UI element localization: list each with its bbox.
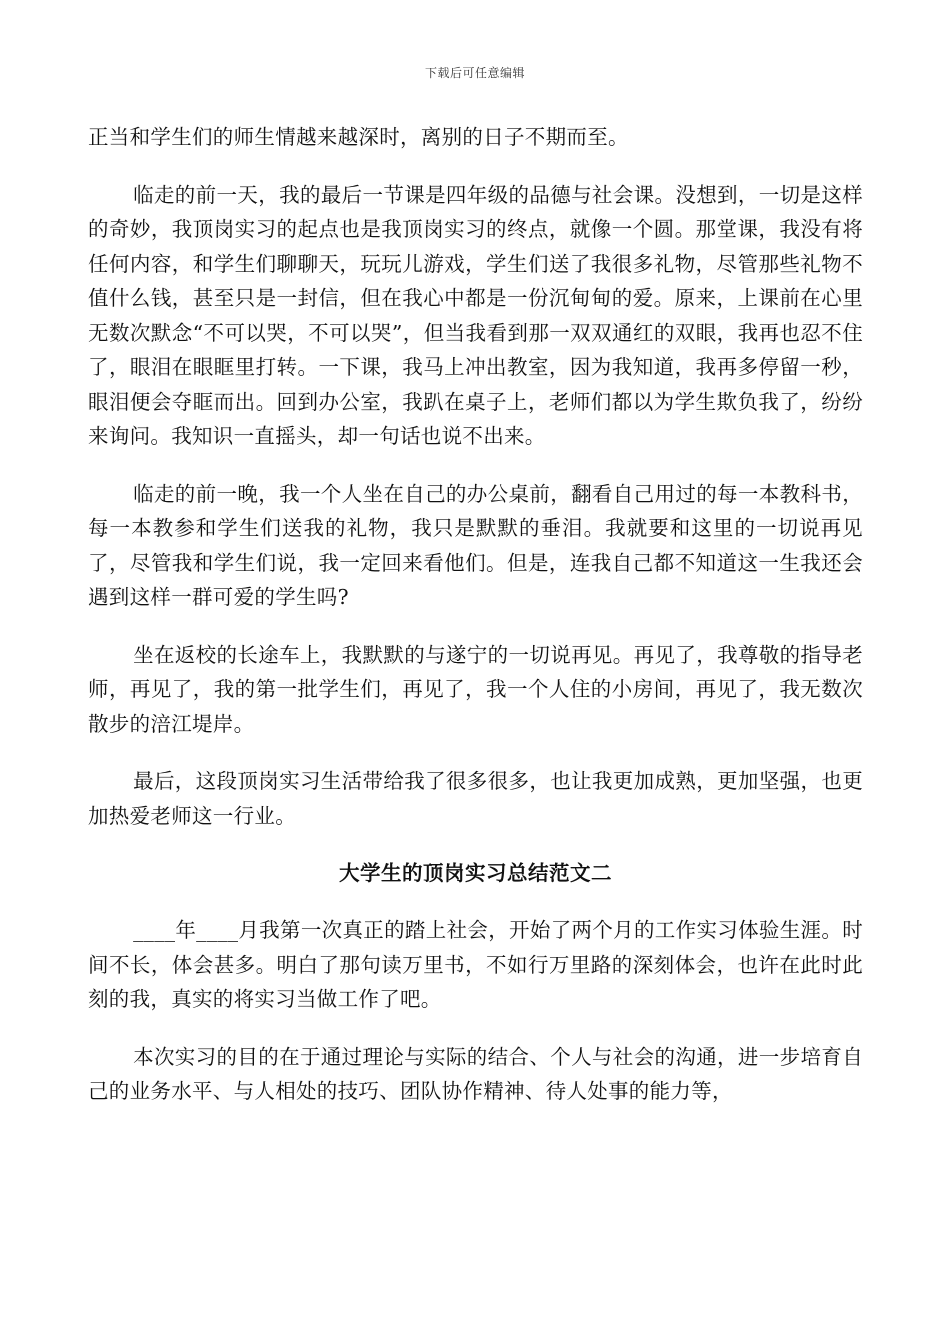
document-body [88,120,863,1109]
paragraph-4: 坐在返校的长途车上，我默默的与遂宁的一切说再见。再见了，我尊敬的指导老师，再见了，我的第一批学生们，再见了，我一个人住的小房间，再见了，我无数次散步的涪江堤岸。 [88,642,863,736]
section-paragraph-2: 本次实习的目的在于通过理论与实际的结合、个人与社会的沟通，进一步培育自己的业务水平、与人相处的技巧、团队协作精神、待人处事的能力等， [88,1044,863,1103]
paragraph-5: 最后，这段顶岗实习生活带给我了很多很多，也让我更加成熟，更加坚强，也更加热爱老师这一行业。 [88,769,863,828]
section-title: 大学生的顶岗实习总结范文二 [339,861,612,885]
paragraph-1: 正当和学生们的师生情越来越深时，离别的日子不期而至。 [88,125,629,149]
paragraph-3: 临走的前一晚，我一个人坐在自己的办公桌前，翻看自己用过的每一本教科书，每一本教参和学生们送我的礼物，我只是默默的垂泪。我就要和这里的一切说再见了，尽管我和学生们说，我一定回来看他们。但是，连我自己都不知道这一生我还会遇到这样一群可爱的学生吗? [88,481,863,609]
page-header: 下载后可任意编辑 [424,66,525,80]
section-paragraph-1: ____年____月我第一次真正的踏上社会，开始了两个月的工作实习体验生涯。时间不长，体会甚多。明白了那句读万里书，不如行万里路的深刻体会，也许在此时此刻的我，真实的将实习当做工作了吧。 [88,918,863,1011]
paragraph-2: 临走的前一天，我的最后一节课是四年级的品德与社会课。没想到，一切是这样的奇妙，我顶岗实习的起点也是我顶岗实习的终点，就像一个圆。那堂课，我没有将任何内容，和学生们聊聊天，玩玩儿游戏，学生们送了我很多礼物，尽管那些礼物不值什么钱，甚至只是一封信，但在我心中都是一份沉甸甸的爱。原来，上课前在心里无数次默念“不可以哭，不可以哭”，但当我看到那一双双通红的双眼，我再也忍不住了，眼泪在眼眶里打转。一下课，我马上冲出教室，因为我知道，我再多停留一秒，眼泪便会夺眶而出。回到办公室，我趴在桌子上，老师们都以为学生欺负我了，纷纷来询问。我知识一直摇头，却一句话也说不出来。 [88,182,863,448]
